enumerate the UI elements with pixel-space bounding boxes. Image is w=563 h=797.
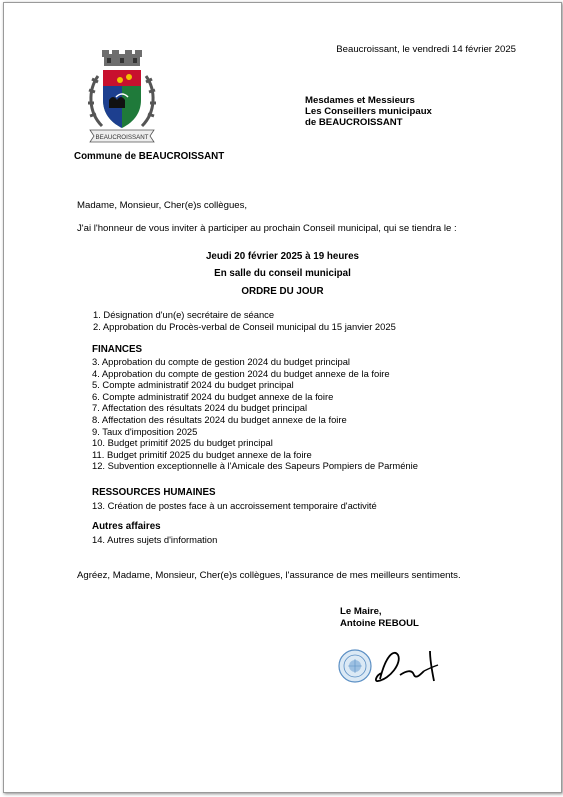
recipient-line-1: Mesdames et Messieurs (305, 95, 415, 106)
list-item: 7. Affectation des résultats 2024 du budget principal (92, 402, 308, 414)
agenda-opening-list (93, 309, 396, 332)
list-item: 8. Affectation des résultats 2024 du budget annexe de la foire (92, 413, 347, 425)
list-item: 13. Création de postes face à un accroissement temporaire d'activité (92, 500, 377, 511)
section-other-title: Autres affaires (92, 521, 161, 532)
agenda-finances-list (92, 356, 418, 472)
recipient-line-3: de BEAUCROISSANT (305, 117, 403, 129)
intro-text: J'ai l'honneur de vous inviter à participer au prochain Conseil municipal, qui se tiendra le : (77, 223, 457, 234)
signer-title: Le Maire, (340, 606, 382, 617)
list-item: 3. Approbation du compte de gestion 2024 du budget principal (92, 356, 351, 367)
section-rh-title: RESSOURCES HUMAINES (92, 487, 216, 498)
signature-block (340, 606, 419, 629)
list-item: 11. Budget primitif 2025 du budget annexe de la foire (92, 448, 312, 460)
greeting: Madame, Monsieur, Cher(e)s collègues, (77, 200, 248, 211)
agenda-rh-list (92, 500, 377, 512)
agenda-other-list (92, 534, 217, 546)
official-stamp (338, 649, 372, 683)
coat-of-arms-label: BEAUCROISSANT (95, 134, 149, 141)
commune-name: Commune de BEAUCROISSANT (74, 151, 225, 162)
list-item: 9. Taux d'imposition 2025 (92, 425, 198, 437)
date-line: Beaucroissant, le vendredi 14 février 2025 (336, 44, 516, 55)
list-item: 12. Subvention exceptionnelle à l'Amicale des Sapeurs Pompiers de Parménie (92, 460, 418, 472)
recipient-block (305, 95, 432, 129)
section-finances-title: FINANCES (92, 344, 143, 355)
meeting-date: Jeudi 20 février 2025 à 19 heures (205, 251, 360, 262)
list-item: 2. Approbation du Procès-verbal de Conseil municipal du 15 janvier 2025 (93, 320, 396, 332)
meeting-place: En salle du conseil municipal (214, 268, 351, 279)
list-item: 6. Compte administratif 2024 du budget annexe de la foire (92, 390, 334, 402)
signer-name: Antoine REBOUL (340, 617, 419, 629)
list-item: 1. Désignation d'un(e) secrétaire de séance (93, 309, 275, 320)
handwritten-signature (372, 645, 447, 687)
list-item: 10. Budget primitif 2025 du budget principal (92, 437, 273, 449)
closing-text: Agréez, Madame, Monsieur, Cher(e)s collègues, l'assurance de mes meilleurs sentiments. (77, 570, 461, 581)
recipient-line-2: Les Conseillers municipaux (305, 106, 432, 118)
agenda-title: ORDRE DU JOUR (241, 286, 324, 297)
list-item: 4. Approbation du compte de gestion 2024 du budget annexe de la foire (92, 367, 390, 379)
coat-of-arms-logo (82, 48, 162, 143)
list-item: 14. Autres sujets d'information (92, 534, 218, 545)
list-item: 5. Compte administratif 2024 du budget principal (92, 379, 294, 391)
letter-page (3, 2, 562, 793)
